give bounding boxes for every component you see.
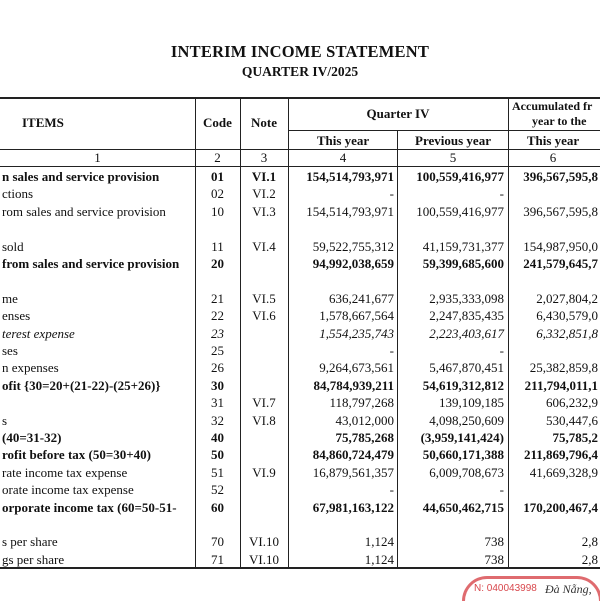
row-quarter-this-year: 154,514,793,971 [306, 203, 394, 219]
row-label: s per share [2, 534, 58, 550]
row-label: enses [2, 308, 31, 324]
row-quarter-this-year: 636,241,677 [329, 290, 394, 306]
row-code: 26 [211, 360, 224, 376]
row-note: VI.7 [252, 395, 276, 411]
row-accumulated-this-year: 154,987,950,0 [523, 238, 598, 254]
row-accumulated-this-year: 75,785,2 [552, 430, 598, 445]
row-quarter-previous-year: 2,223,403,617 [429, 325, 504, 341]
header-accumulated: Accumulated fr [512, 99, 593, 113]
row-code: 32 [211, 412, 224, 428]
col-number: 4 [339, 150, 347, 165]
col-number: 1 [94, 150, 101, 165]
header-this-year: This year [316, 133, 370, 148]
row-quarter-this-year: 16,879,561,357 [312, 464, 394, 480]
row-quarter-this-year: 9,264,673,561 [319, 360, 394, 376]
row-accumulated-this-year: 6,430,579,0 [536, 308, 598, 324]
row-quarter-this-year: 1,554,235,743 [319, 325, 394, 341]
row-code: 22 [211, 308, 224, 324]
row-code: 25 [211, 343, 224, 358]
row-quarter-previous-year: 738 [484, 551, 504, 567]
row-quarter-previous-year: 139,109,185 [439, 395, 504, 411]
row-quarter-previous-year: 2,247,835,435 [429, 308, 504, 324]
row-code: 71 [211, 551, 224, 567]
row-note: VI.9 [252, 464, 276, 480]
row-accumulated-this-year: 6,332,851,8 [536, 325, 598, 341]
row-quarter-previous-year: 59,399,685,600 [422, 256, 504, 271]
row-code: 60 [211, 499, 224, 515]
row-note: VI.10 [249, 534, 279, 550]
document-title: INTERIM INCOME STATEMENT [170, 42, 430, 61]
col-number: 2 [214, 150, 221, 165]
row-label: me [2, 290, 18, 306]
row-label: rom sales and service provision [2, 203, 166, 219]
row-label: gs per share [2, 551, 65, 567]
row-label: terest expense [2, 325, 75, 341]
row-quarter-previous-year: 44,650,462,715 [422, 499, 504, 515]
row-code: 70 [211, 534, 224, 550]
row-note: VI.10 [249, 551, 279, 567]
row-code: 51 [211, 464, 224, 480]
row-quarter-previous-year: - [499, 186, 504, 202]
row-code: 31 [211, 395, 224, 411]
row-quarter-previous-year: 100,559,416,977 [416, 169, 504, 184]
row-quarter-previous-year: 6,009,708,673 [429, 464, 504, 480]
row-quarter-previous-year: 100,559,416,977 [416, 203, 504, 219]
row-label: rofit before tax (50=30+40) [2, 447, 151, 463]
row-accumulated-this-year: 606,232,9 [546, 395, 598, 411]
row-label: n expenses [2, 360, 59, 376]
row-quarter-this-year: - [389, 482, 394, 498]
row-note: VI.4 [252, 238, 276, 254]
row-accumulated-this-year: 2,027,804,2 [536, 290, 598, 306]
row-accumulated-this-year: 211,869,796,4 [523, 447, 598, 463]
row-quarter-previous-year: 738 [484, 534, 504, 550]
row-note: VI.6 [252, 308, 276, 324]
row-quarter-previous-year: - [499, 482, 504, 498]
row-quarter-this-year: 84,860,724,479 [312, 447, 394, 463]
row-quarter-this-year: 75,785,268 [335, 430, 394, 445]
row-code: 21 [211, 290, 224, 306]
row-label: orporate income tax (60=50-51- [2, 499, 177, 515]
row-code: 23 [211, 325, 224, 341]
row-accumulated-this-year: 530,447,6 [546, 412, 598, 428]
row-label: sold [2, 238, 24, 254]
col-number: 5 [449, 150, 457, 165]
row-quarter-previous-year: 54,619,312,812 [422, 377, 504, 393]
row-label: (40=31-32) [2, 430, 62, 445]
header-code: Code [203, 115, 232, 130]
row-code: 40 [211, 430, 224, 445]
row-quarter-this-year: - [389, 186, 394, 202]
row-quarter-this-year: 1,578,667,564 [319, 308, 394, 324]
row-code: 02 [211, 186, 224, 202]
col-number: 6 [549, 150, 557, 165]
row-quarter-previous-year: 4,098,250,609 [429, 412, 504, 428]
income-statement-table [0, 96, 600, 571]
row-note: VI.8 [252, 412, 276, 428]
row-accumulated-this-year: 211,794,011,1 [524, 377, 598, 393]
row-code: 52 [211, 482, 224, 498]
row-accumulated-this-year: 2,8 [581, 551, 598, 567]
row-label: from sales and service provision [2, 256, 180, 271]
row-quarter-previous-year: - [499, 343, 504, 358]
row-quarter-this-year: 154,514,793,971 [306, 169, 394, 184]
row-accumulated-this-year: 2,8 [581, 534, 598, 550]
header-items: ITEMS [22, 115, 64, 130]
row-quarter-this-year: 84,784,939,211 [313, 377, 394, 393]
row-note: VI.3 [252, 203, 276, 219]
row-code: 50 [211, 447, 224, 463]
row-quarter-this-year: - [389, 343, 394, 358]
signature-place: Đà Nẵng, [545, 582, 592, 596]
row-quarter-this-year: 67,981,163,122 [312, 499, 394, 515]
row-label: orate income tax expense [2, 482, 134, 498]
row-code: 10 [211, 203, 224, 219]
col-number: 3 [260, 150, 268, 165]
row-quarter-previous-year: 41,159,731,377 [422, 238, 504, 254]
row-accumulated-this-year: 170,200,467,4 [523, 499, 598, 515]
row-accumulated-this-year: 396,567,595,8 [523, 169, 598, 184]
header-accum-this-year: This year [526, 133, 580, 148]
row-quarter-this-year: 1,124 [364, 551, 394, 567]
row-label: s [2, 412, 8, 428]
header-note: Note [251, 115, 277, 130]
row-code: 11 [211, 238, 224, 254]
row-label: rate income tax expense [2, 464, 128, 480]
row-note: VI.2 [252, 186, 276, 202]
stamp-number: N: 040043998 [474, 583, 537, 594]
row-label: ses [2, 343, 18, 358]
row-accumulated-this-year: 396,567,595,8 [523, 203, 598, 219]
header-accumulated-2: year to the [532, 114, 587, 128]
row-quarter-previous-year: 2,935,333,098 [429, 290, 504, 306]
row-quarter-this-year: 59,522,755,312 [312, 238, 394, 254]
row-label: n sales and service provision [2, 169, 160, 184]
header-previous-year: Previous year [415, 133, 491, 148]
row-label: ofit {30=20+(21-22)-(25+26)} [2, 377, 161, 393]
row-code: 20 [211, 256, 224, 271]
row-note: VI.1 [251, 169, 277, 184]
header-quarter: Quarter IV [366, 106, 430, 121]
row-note: VI.5 [252, 290, 276, 306]
row-label: ctions [2, 186, 34, 202]
row-quarter-this-year: 1,124 [364, 534, 394, 550]
row-accumulated-this-year: 25,382,859,8 [529, 360, 598, 376]
row-code: 30 [211, 377, 224, 393]
row-quarter-previous-year: 5,467,870,451 [429, 360, 504, 376]
row-accumulated-this-year: 41,669,328,9 [529, 464, 598, 480]
document-subtitle: QUARTER IV/2025 [241, 64, 359, 79]
row-code: 01 [211, 169, 224, 184]
row-quarter-this-year: 118,797,268 [329, 395, 394, 411]
row-quarter-previous-year: 50,660,171,388 [422, 447, 504, 463]
row-accumulated-this-year: 241,579,645,7 [523, 256, 598, 271]
row-quarter-previous-year: (3,959,141,424) [420, 430, 504, 445]
row-quarter-this-year: 94,992,038,659 [312, 256, 394, 271]
row-quarter-this-year: 43,012,000 [335, 412, 394, 428]
